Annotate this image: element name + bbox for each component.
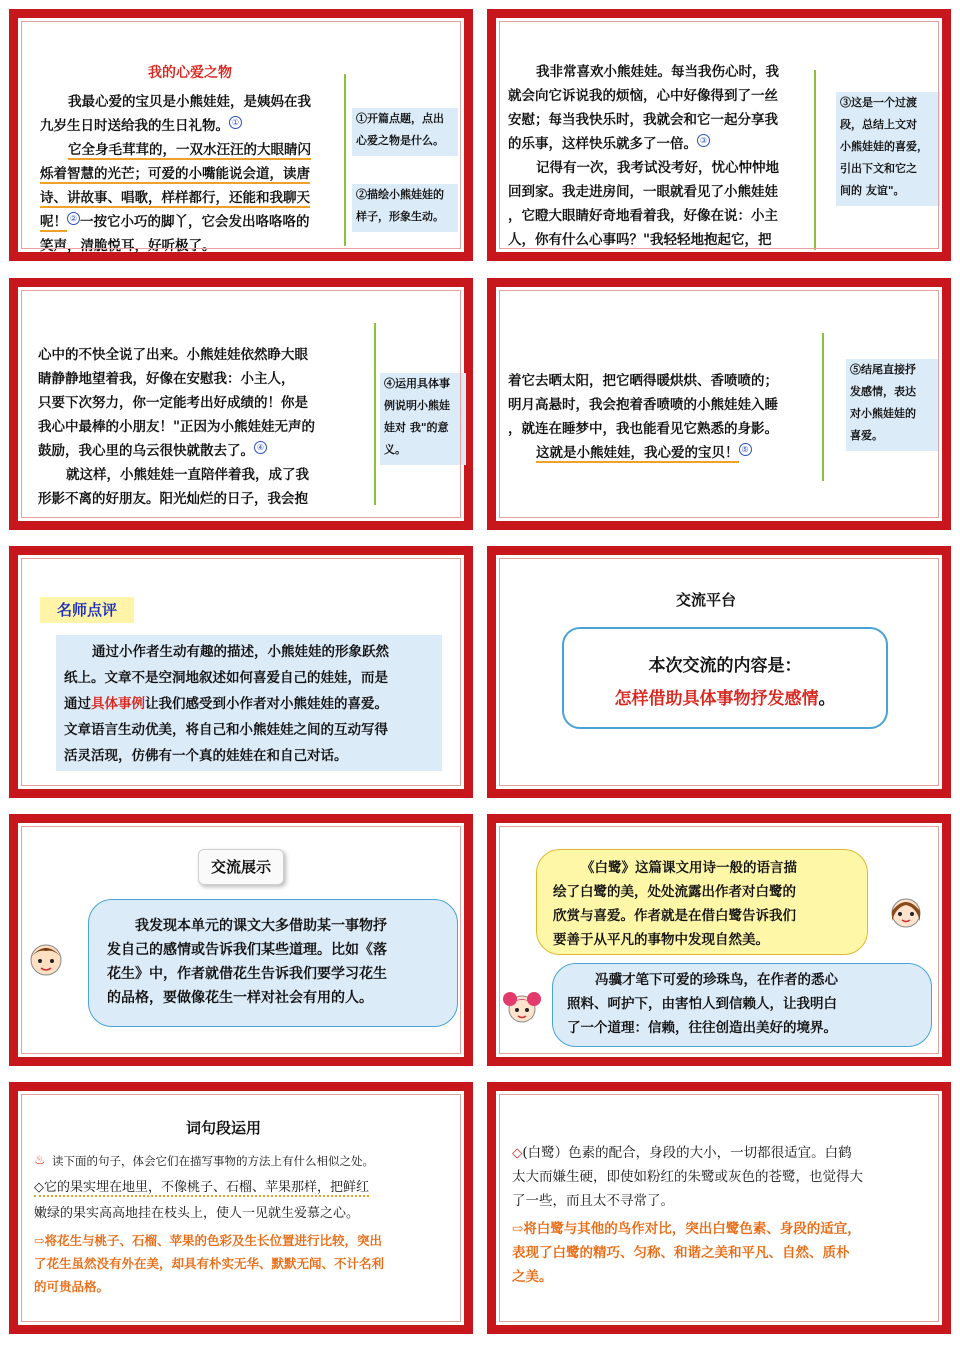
answer-text: ⇨将白鹭与其他的鸟作对比，突出白鹭色素、身段的适宜， 表现了白鹭的精巧、匀称、和谐之美和平凡、自然、质朴 之美。 (512, 1221, 861, 1285)
essay-text (40, 90, 311, 258)
essay-text (38, 343, 315, 511)
slide-title: 交流平台 (676, 591, 737, 609)
annotation-marker: ① (229, 116, 242, 129)
essay-line: 我最心爱的宝贝是小熊娃娃，是姨妈在我 (68, 94, 311, 110)
annotation-marker: ② (67, 212, 80, 225)
quote-text: ◇它的果实埋在地里，不像桃子、石榴、苹果那样，把鲜红 嫩绿的果实高高地挂在枝头上，使人一见就生爱慕之心。 (34, 1180, 369, 1221)
diamond-icon: ◇ (512, 1145, 523, 1161)
essay-line: 睛静静地望着我，好像在安慰我：小主人， (38, 371, 295, 387)
essay-line: 烁着智慧的光芒；可爱的小嘴能说会道，读唐 (40, 166, 310, 182)
topic-intro: 本次交流的内容是： (648, 656, 802, 676)
essay-line: 着它去晒太阳，把它晒得暖烘烘、香喷喷的； (508, 373, 778, 389)
task-instruction: 读下面的句子，体会它们在描写事物的方法上有什么相似之处。 (52, 1154, 374, 1168)
topic-box: 本次交流的内容是： 怎样借助具体事物抒发感情。 (562, 627, 888, 729)
essay-text (508, 60, 779, 252)
annotation-marker: ⑤ (739, 443, 752, 456)
arrow-icon: ⇨ (34, 1233, 45, 1248)
slide-title: 词句段运用 (186, 1119, 262, 1137)
slide-4 (487, 278, 951, 530)
essay-line: 它全身毛茸茸的，一双水汪汪的大眼睛闪 (68, 142, 311, 158)
essay-line: 九岁生日时送给我的生日礼物。 (40, 118, 229, 134)
annotation-note: ①开篇点题，点出 心爱之物是什么。 (352, 108, 458, 156)
essay-line: 安慰；每当我快乐时，我就会和它一起分享我 (508, 112, 778, 128)
fire-icon: ♨ (34, 1153, 46, 1168)
slide-10 (487, 1082, 951, 1334)
essay-line: 就这样，小熊娃娃一直陪伴着我，成了我 (66, 467, 309, 483)
divider (344, 74, 346, 246)
slide-1 (9, 9, 473, 261)
teacher-comment-body: 通过小作者生动有趣的描述，小熊娃娃的形象跃然 纸上。文章不是空洞地叙述如何喜爱自己的娃娃，而是 通过具体事例让我们感受到小作者对小熊娃娃的喜爱。 文章语言生动优美，将自己和小熊娃娃之间的互动写得 活灵活现，仿佛有一个真的娃娃在和自己对话。 (56, 635, 442, 771)
annotation-marker: ④ (254, 441, 267, 454)
arrow-icon: ⇨ (512, 1221, 524, 1237)
boy-avatar-icon (26, 939, 66, 979)
essay-line: 我心中最棒的小朋友！"正因为小熊娃娃无声的 (38, 419, 316, 435)
essay-line: 呢！ (40, 214, 67, 230)
annotation-note: ③这是一个过渡 段，总结上文对 小熊娃娃的喜爱， 引出下文和它之 间的 友谊"。 (836, 92, 940, 206)
annotation-marker: ③ (697, 134, 710, 147)
slide-2 (487, 9, 951, 261)
essay-line: ，就连在睡梦中，我也能看见它熟悉的身影。 (508, 421, 778, 437)
answer-text: ⇨将花生与桃子、石榴、苹果的色彩及生长位置进行比较，突出 了花生虽然没有外在美，却具有朴实无华、默默无闻、不计名利 的可贵品格。 (34, 1233, 385, 1294)
quote-text: ◇(白鹭）色素的配合，身段的大小，一切都很适宜。白鹤 太大而嫌生硬，即使如粉红的朱鹭或灰色的苍鹭，也觉得大 了一些，而且太不寻常了。 (512, 1145, 863, 1209)
annotation-note: ⑤结尾直接抒 发感情，表达 对小熊娃娃的 喜爱。 (846, 359, 938, 451)
essay-line: 记得有一次，我考试没考好，忧心忡忡地 (536, 160, 779, 176)
essay-line: 我非常喜欢小熊娃娃。每当我伤心时，我 (536, 64, 779, 80)
slide-title: 我的心爱之物 (148, 65, 232, 81)
slide-6 (487, 546, 951, 798)
essay-line: 明月高悬时，我会抱着香喷喷的小熊娃娃入睡 (508, 397, 778, 413)
essay-line: ，它瞪大眼睛好奇地看着我，好像在说：小主 (508, 208, 778, 224)
slide-3 (9, 278, 473, 530)
annotation-note: ②描绘小熊娃娃的 样子，形象生动。 (352, 184, 458, 232)
slide-9 (9, 1082, 473, 1334)
topic-question: 怎样借助具体事物抒发感情 (614, 689, 819, 709)
divider (374, 323, 376, 505)
speech-bubble: 《白鹭》这篇课文用诗一般的语言描 绘了白鹭的美，处处流露出作者对白鹭的 欣赏与喜爱。作者就是在借白鹭告诉我们 要善于从平凡的事物中发现自然美。 (536, 849, 868, 955)
essay-line: 的乐事，这样快乐就多了一倍。 (508, 136, 697, 152)
slide-8 (487, 814, 951, 1066)
essay-line: 鼓励，我心里的乌云很快就散去了。 (38, 443, 254, 459)
teacher-comment-tag: 名师点评 (40, 597, 134, 623)
annotation-note: ④运用具体事 例说明小熊娃 娃对 我"的意 义。 (380, 373, 466, 465)
speech-bubble: 冯骥才笔下可爱的珍珠鸟，在作者的悉心 照料、呵护下，由害怕人到信赖人，让我明白 了一个道理：信赖，往往创造出美好的境界。 (552, 963, 932, 1047)
essay-line: 这就是小熊娃娃，我心爱的宝贝！ (536, 445, 739, 461)
essay-line: 一按它小巧的脚丫，它会发出咯咯咯的 (80, 214, 310, 230)
essay-line: 形影不离的好朋友。阳光灿烂的日子，我会抱 (38, 491, 308, 507)
speech-bubble: 我发现本单元的课文大多借助某一事物抒 发自己的感情或告诉我们某些道理。比如《落 花生》中，作者就借花生告诉我们要学习花生 的品格，要做像花生一样对社会有用的人。 (88, 899, 458, 1027)
essay-line: 回到家。我走进房间，一眼就看见了小熊娃娃 (508, 184, 778, 200)
girl-red-hair-avatar-icon (502, 987, 542, 1027)
essay-line: 人，你有什么心事吗？"我轻轻地抱起它，把 (508, 232, 772, 248)
girl-avatar-icon (886, 891, 926, 931)
essay-text (508, 369, 778, 465)
highlight-phrase: 具体事例 (91, 696, 145, 712)
slide-7 (9, 814, 473, 1066)
divider (822, 333, 824, 481)
essay-line: 只要下次努力，你一定能考出好成绩的！你是 (38, 395, 308, 411)
essay-line: 诗、讲故事、唱歌，样样都行，还能和我聊天 (40, 190, 310, 206)
slide-title: 交流展示 (198, 849, 284, 885)
essay-line: 笑声，清脆悦耳，好听极了。 (40, 238, 216, 254)
slide-5 (9, 546, 473, 798)
divider (814, 70, 816, 250)
essay-line: 心中的不快全说了出来。小熊娃娃依然睁大眼 (38, 347, 308, 363)
essay-line: 就会向它诉说我的烦恼，心中好像得到了一丝 (508, 88, 778, 104)
